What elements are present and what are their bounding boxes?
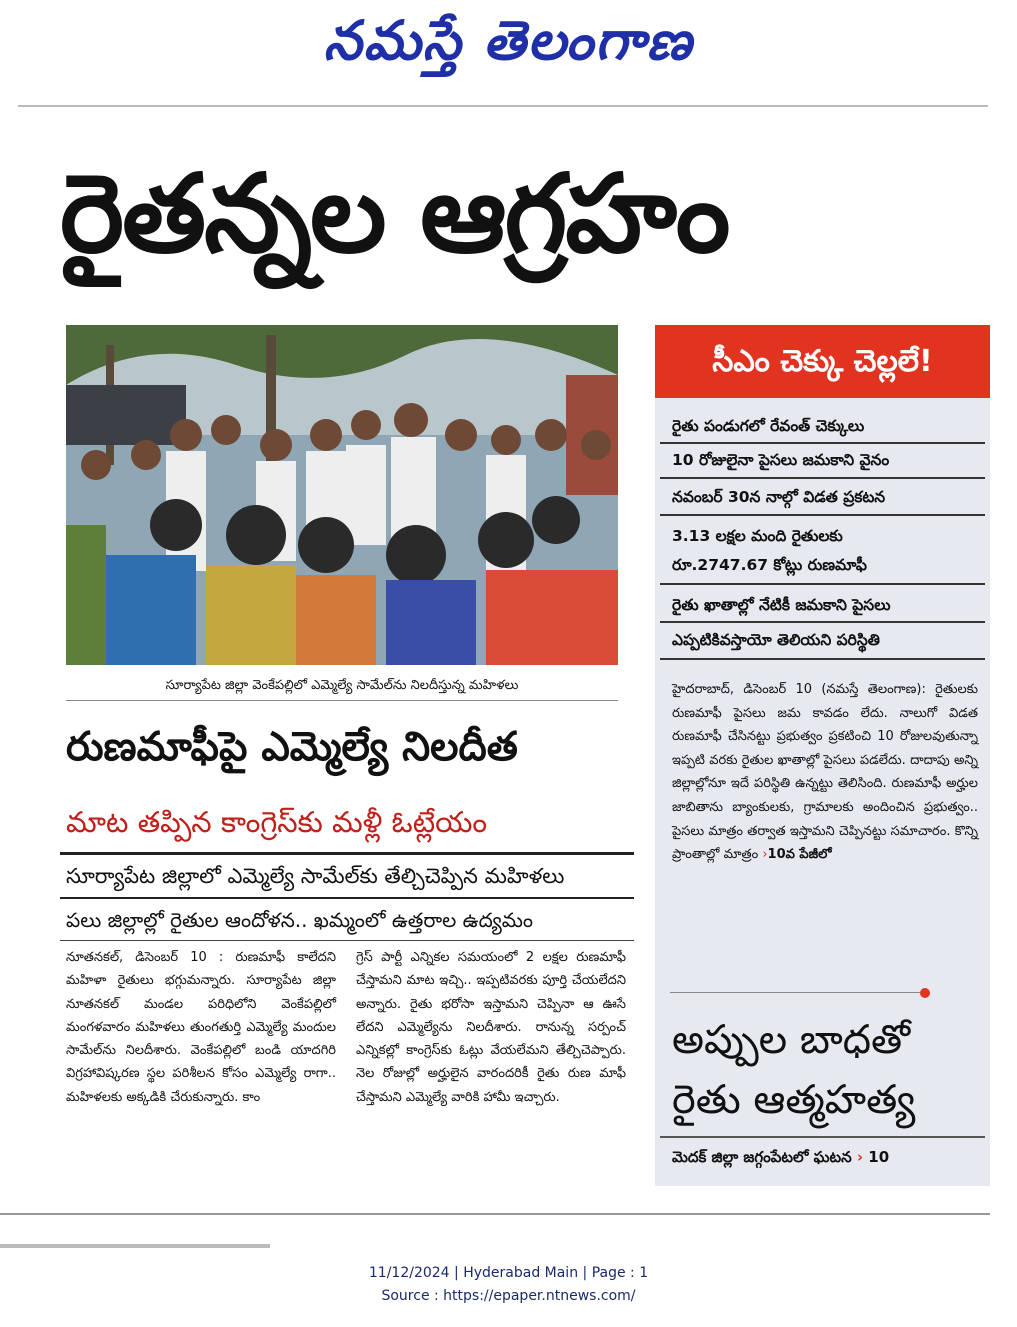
- divider: [60, 852, 634, 855]
- divider: [660, 514, 985, 516]
- sidebar-bullet: రైతు ఖాతాల్లో నేటికీ జమకాని పైసలు: [672, 596, 891, 614]
- sidebar-bullet: రూ.2747.67 కోట్లు రుణమాఫీ: [672, 556, 867, 574]
- continued-link[interactable]: [762, 847, 831, 862]
- story-column-1: నూతనకల్, డిసెంబర్ 10 : రుణమాఫీ కాలేదని మహిళా రైతులు భగ్గుమన్నారు. సూర్యాపేట జిల్లా నూతనకల్ మండల పరిధిలోని వెంకేపల్లిలో మంగళవారం మహిళలు తుంగతుర్తి ఎమ్మెల్యే మందుల సామేల్‌ను నిలదీశారు. వెంకేపల్లిలో బండి యాదగిరి విగ్రహావిష్కరణ స్థల పరిశీలన కోసం ఎమ్మెల్యే రాగా.. మహిళలకు అక్కడికి చేరుకున్నారు. కాం: [66, 950, 336, 1105]
- footer-edition: 11/12/2024 | Hyderabad Main | Page : 1: [368, 1265, 649, 1281]
- red-dot-icon: [920, 988, 930, 998]
- main-headline: రైతన్నల ఆగ్రహం: [60, 152, 729, 277]
- caption-divider: [66, 700, 618, 701]
- sidebar-bullet: నవంబర్ 30న నాల్గో విడత ప్రకటన: [672, 488, 886, 506]
- story-subtitle-1: సూర్యాపేట జిల్లాలో ఎమ్మెల్యే సామేల్‌కు తేల్చిచెప్పిన మహిళలు: [66, 864, 565, 888]
- divider: [660, 1136, 985, 1138]
- secondary-headline: అప్పుల బాధతో రైతు ఆత్మహత్య: [672, 1017, 916, 1123]
- chevron-right-icon: ›: [856, 1148, 864, 1166]
- sidebar-bullet: రైతు పండుగలో రేవంత్ చెక్కులు: [672, 417, 865, 435]
- page-footer: [0, 1262, 1017, 1312]
- footer-source[interactable]: Source : https://epaper.ntnews.com/: [381, 1288, 636, 1304]
- divider: [660, 583, 985, 585]
- masthead: [0, 0, 1017, 100]
- divider: [60, 940, 634, 941]
- divider: [660, 477, 985, 479]
- continued-label: 10వ పేజీలో: [767, 847, 832, 863]
- sidebar-body: [672, 678, 978, 978]
- sidebar-banner: సీఎం చెక్కు చెల్లలే!: [655, 325, 990, 398]
- page-divider: [0, 1244, 270, 1248]
- secondary-subline: [672, 1140, 982, 1174]
- photo-caption: సూర్యాపేట జిల్లా వెంకేపల్లిలో ఎమ్మెల్యే సామేల్‌ను నిలదీస్తున్న మహిళలు: [165, 678, 519, 693]
- divider: [660, 658, 985, 660]
- secondary-subline-text: మెదక్ జిల్లా జగ్గంపేటలో ఘటన: [672, 1148, 852, 1166]
- continued-page[interactable]: 10: [868, 1148, 890, 1166]
- photo-icon: [66, 325, 618, 665]
- divider: [670, 992, 920, 993]
- sidebar-bullet: 3.13 లక్షల మంది రైతులకు: [672, 527, 843, 545]
- news-photo: [66, 325, 618, 665]
- divider: [660, 621, 985, 623]
- chevron-right-icon: ›: [762, 847, 768, 863]
- sidebar-bullet: 10 రోజులైనా పైసలు జమకాని వైనం: [672, 451, 890, 469]
- divider: [60, 897, 634, 899]
- page-divider: [0, 1213, 990, 1215]
- masthead-divider: [18, 105, 988, 107]
- sidebar-body-text: హైదరాబాద్, డిసెంబర్ 10 (నమస్తే తెలంగాణ): రైతులకు రుణమాఫీ పైసలు జమ కావడం లేదు. నాలుగో విడత రుణమాఫీ చేసినట్టు ప్రభుత్వం ప్రకటించి 10 రోజులవుతున్నా ఇప్పటి వరకు రైతుల ఖాతాల్లో పైసలు పడలేదు. దాదాపు అన్ని జిల్లాల్లోనూ ఇదే పరిస్థితి ఉన్నట్టు తెలిసింది. రుణమాఫీ అర్హుల జాబితాను బ్యాంకులకు, గ్రామాలకు అందించిన ప్రభుత్వం.. పైసలు మాత్రం తర్వాత ఇస్తామని చెప్పినట్టు సమాచారం. కొన్ని ప్రాంతాల్లో మాత్రం: [672, 682, 978, 863]
- story-subtitle-2: పలు జిల్లాల్లో రైతుల ఆందోళన.. ఖమ్మంలో ఉత్తరాల ఉద్యమం: [66, 908, 534, 932]
- sidebar-bullet: ఎప్పటికివస్తాయో తెలియని పరిస్థితి: [672, 631, 880, 649]
- story-subtitle-red: మాట తప్పిన కాంగ్రెస్‌కు మళ్లీ ఓట్లేయం: [66, 805, 488, 839]
- masthead-title: నమస్తే తెలంగాణ: [323, 8, 694, 72]
- story-title: రుణమాఫీపై ఎమ్మెల్యే నిలదీత: [66, 724, 518, 770]
- story-column-2: గ్రెస్ పార్టీ ఎన్నికల సమయంలో 2 లక్షల రుణమాఫీ చేస్తామని మాట ఇచ్చి.. ఇప్పటివరకు పూర్తి చేయలేదని అన్నారు. రైతు భరోసా ఇస్తామని చెప్పినా ఆ ఊసే లేదని ఎమ్మెల్యేను నిలదీశారు. రానున్న సర్పంచ్ ఎన్నికల్లో కాంగ్రెస్‌కు ఓట్లు వేయలేమని తేల్చిచెప్పారు. నెల రోజుల్లో అర్హులైన వారందరికీ రైతు రుణ మాఫీ చేస్తామని ఎమ్మెల్యే వారికి హామీ ఇచ్చారు.: [356, 950, 626, 1105]
